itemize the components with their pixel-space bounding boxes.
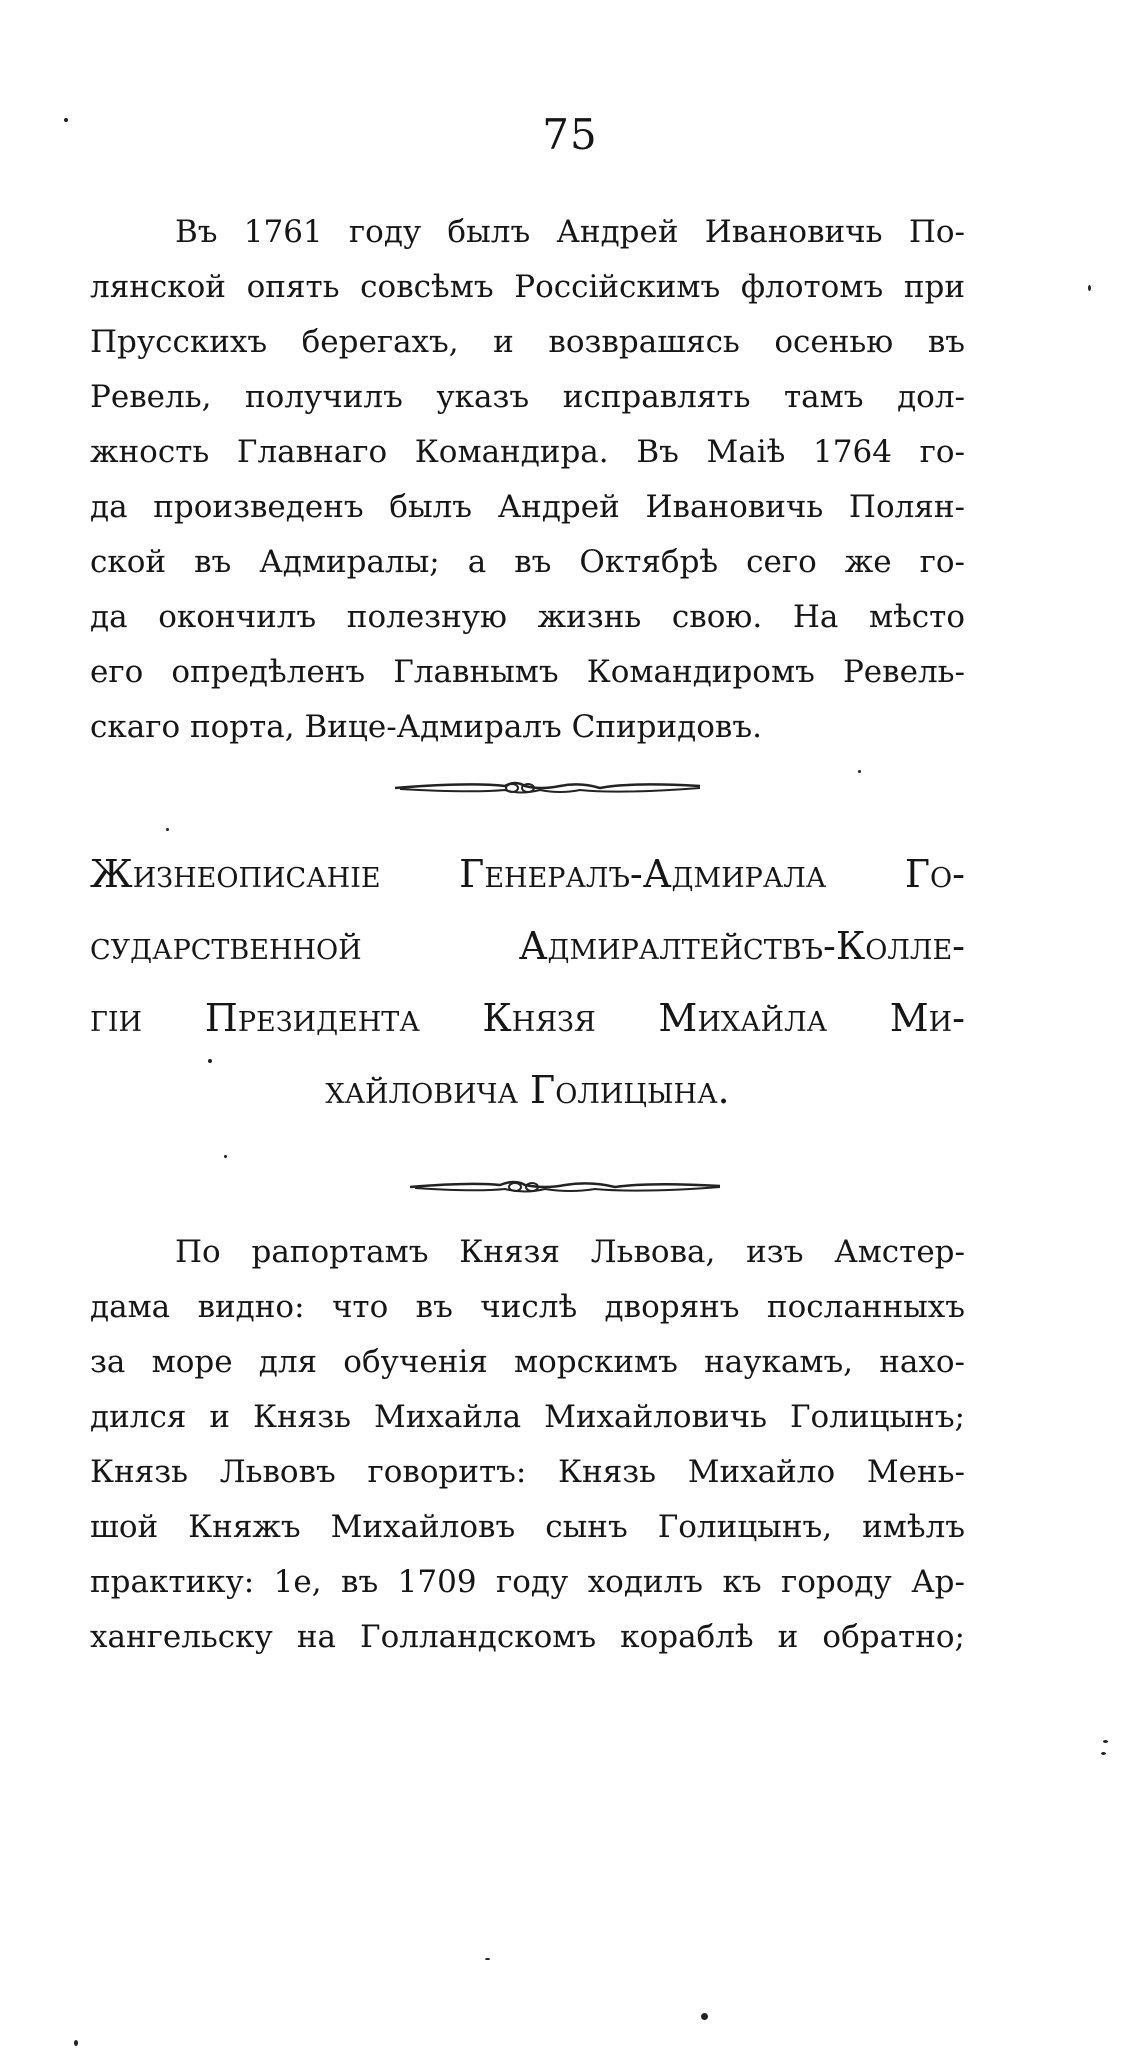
- scan-speck: [208, 1059, 212, 1063]
- scan-speck: [166, 828, 169, 831]
- scan-speck: [64, 118, 68, 122]
- text-line: Ревель, получилъ указъ исправлять тамъ дол-: [90, 379, 965, 415]
- scan-speck: [485, 1958, 490, 1960]
- text-line: практику: 1е, въ 1709 году ходилъ къ городу Ар-: [90, 1564, 965, 1600]
- scan-speck: [701, 2013, 708, 2020]
- text-line: скаго порта, Вице-Адмиралъ Спиридовъ.: [90, 709, 762, 745]
- scan-speck: [1103, 1740, 1108, 1743]
- text-line: По рапортамъ Князя Львова, изъ Амстер-: [175, 1234, 965, 1270]
- heading-line: сударственной Адмиралтействъ-Колле-: [90, 924, 965, 968]
- divider-ornament: [0, 776, 1140, 800]
- heading-line: Жизнеописаніе Генералъ-Адмирала Го-: [90, 852, 965, 896]
- page-number: 75: [542, 110, 598, 159]
- scan-speck: [1088, 285, 1091, 291]
- paragraph-first: [90, 205, 965, 755]
- text-line: дама видно: что въ числѣ дворянъ посланныхъ: [90, 1289, 965, 1325]
- scan-speck: [858, 770, 861, 773]
- text-line: ской въ Адмиралы; а въ Октябрѣ сего же го-: [90, 544, 965, 580]
- text-line: жность Главнаго Командира. Въ Маіѣ 1764 го-: [90, 434, 965, 470]
- text-line: шой Княжъ Михайловъ сынъ Голицынъ, имѣлъ: [90, 1509, 965, 1545]
- paragraph-second: [90, 1225, 965, 1665]
- divider-ornament: [0, 1175, 1140, 1199]
- text-line: Прусскихъ берегахъ, и возврашясь осенью въ: [90, 324, 965, 360]
- text-line: хангельску на Голландскомъ кораблѣ и обратно;: [90, 1619, 965, 1655]
- heading-line: гіи Президента Князя Михайла Ми-: [90, 996, 965, 1040]
- text-line: да произведенъ былъ Андрей Ивановичь Полян-: [90, 489, 965, 525]
- text-line: Князь Львовъ говоритъ: Князь Михайло Мень-: [90, 1454, 965, 1490]
- text-line: лянской опять совсѣмъ Россійскимъ флотомъ при: [90, 269, 965, 305]
- text-line: дился и Князь Михайла Михайловичь Голицынъ;: [90, 1399, 965, 1435]
- scan-speck: [224, 1155, 227, 1158]
- text-line: за море для обученія морскимъ наукамъ, нахо-: [90, 1344, 965, 1380]
- section-heading: [90, 838, 965, 1126]
- text-line: Въ 1761 году былъ Андрей Ивановичь По-: [175, 214, 965, 250]
- scan-speck: [1101, 1752, 1106, 1755]
- text-line: его опредѣленъ Главнымъ Командиромъ Ревель-: [90, 654, 965, 690]
- heading-line: хайловича Голицына.: [325, 1068, 730, 1112]
- scan-speck: [74, 2040, 78, 2046]
- text-line: да окончилъ полезную жизнь свою. На мѣсто: [90, 599, 965, 635]
